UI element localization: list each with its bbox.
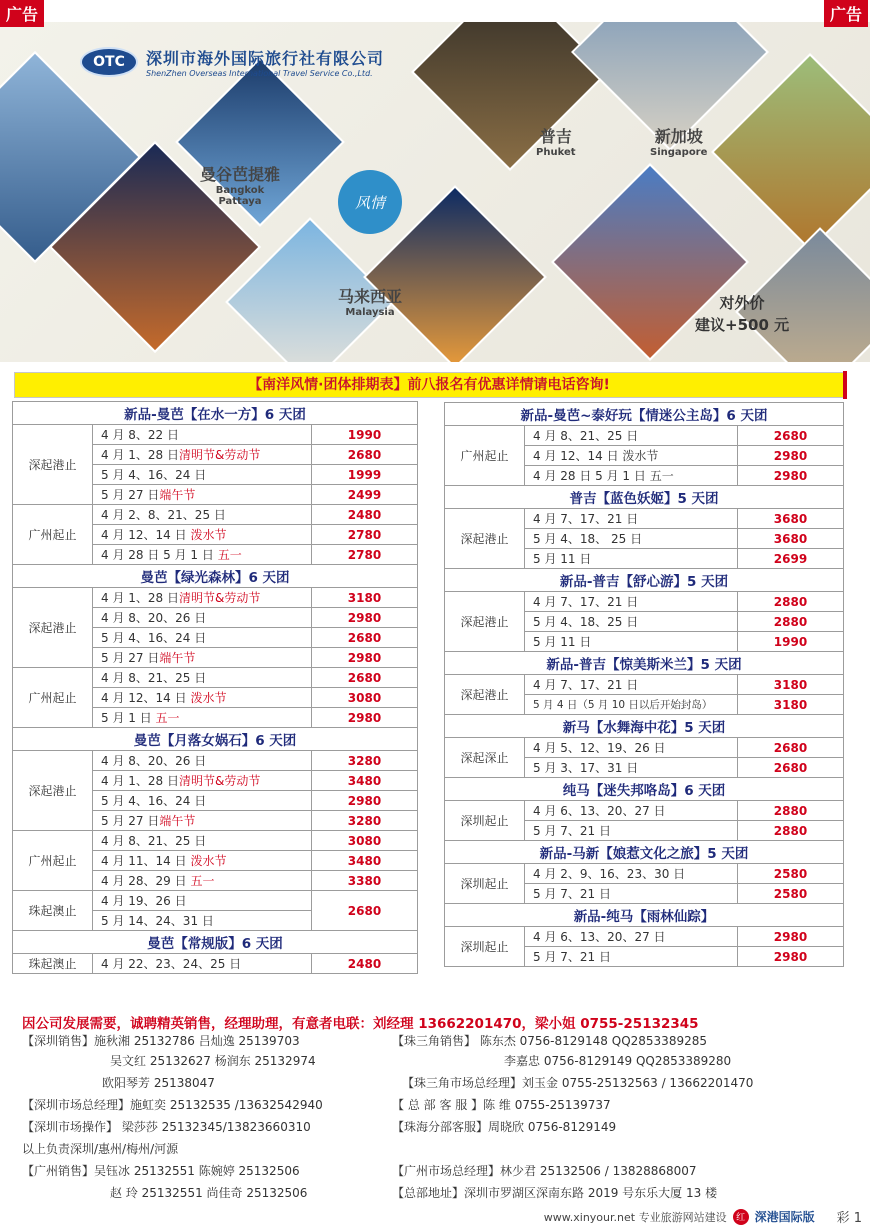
departure-cell: 珠起澳止 (13, 891, 93, 931)
destination-singapore: 新加坡 Singapore (650, 127, 708, 158)
date-cell: 5 月 3、17、31 日 (525, 758, 738, 778)
table-row (13, 668, 418, 688)
contact-line: 赵 玲 25132551 尚佳奇 25132506 (110, 1186, 308, 1200)
price-cell: 2580 (738, 884, 844, 904)
price-cell: 2880 (738, 821, 844, 841)
fengqing-seal: 风情 (338, 170, 402, 234)
contact-line: 【广州市场总经理】林少君 25132506 / 13828868007 (392, 1164, 697, 1178)
tour-title: 新品-普吉【舒心游】5 天团 (445, 569, 844, 592)
date-cell: 4 月 7、17、21 日 (525, 675, 738, 695)
price-cell: 2780 (312, 525, 418, 545)
holiday-note: 五一 (217, 548, 242, 562)
price-cell: 3180 (738, 695, 844, 715)
date-cell: 4 月 12、14 日 泼水节 (525, 446, 738, 466)
destination-phuket: 普吉 Phuket (536, 127, 576, 158)
tour-title: 曼芭【月落女娲石】6 天团 (13, 728, 418, 751)
price-cell: 2980 (738, 947, 844, 967)
date-cell: 5 月 11 日 (525, 549, 738, 569)
footer-site: www.xinyour.net 专业旅游网站建设 (543, 1210, 727, 1224)
date-cell: 4 月 8、21、25 日 (93, 668, 312, 688)
table-row (445, 801, 844, 821)
date-cell: 4 月 19、26 日 (93, 891, 312, 911)
holiday-note: 五一 (190, 874, 215, 888)
price-cell: 2680 (312, 668, 418, 688)
tour-title: 曼芭【绿光森林】6 天团 (13, 565, 418, 588)
price-cell: 2680 (312, 891, 418, 931)
price-cell: 2580 (738, 864, 844, 884)
date-cell: 4 月 6、13、20、27 日 (525, 801, 738, 821)
contact-line: 吴文红 25132627 杨润东 25132974 (110, 1054, 316, 1068)
table-row (13, 751, 418, 771)
tour-title: 新品-马新【娘惹文化之旅】5 天团 (445, 841, 844, 864)
price-cell: 3180 (738, 675, 844, 695)
left-schedule-table (12, 401, 418, 974)
price-cell: 3480 (312, 851, 418, 871)
holiday-note: 泼水节 (190, 528, 227, 542)
date-cell: 4 月 1、28 日清明节&劳动节 (93, 445, 312, 465)
departure-cell: 广州起止 (13, 505, 93, 565)
price-cell: 3080 (312, 831, 418, 851)
price-cell: 3180 (312, 588, 418, 608)
holiday-note: 泼水节 (190, 854, 227, 868)
table-row (445, 592, 844, 612)
table-row (445, 426, 844, 446)
tour-title: 曼芭【常规版】6 天团 (13, 931, 418, 954)
banner (0, 22, 870, 362)
price-cell: 3380 (312, 871, 418, 891)
ad-label-right: 广告 (824, 0, 868, 27)
footer-brand: 深港国际版 (754, 1210, 815, 1224)
date-cell: 4 月 28、29 日 五一 (93, 871, 312, 891)
departure-cell: 深起港止 (13, 425, 93, 505)
date-cell: 4 月 12、14 日 泼水节 (93, 688, 312, 708)
price-cell: 3480 (312, 771, 418, 791)
destination-bangkok: 曼谷芭提雅 Bangkok Pattaya (200, 165, 281, 207)
tour-title: 纯马【迷失邦咯岛】6 天团 (445, 778, 844, 801)
price-cell: 2980 (312, 791, 418, 811)
table-row (13, 954, 418, 974)
date-cell: 5 月 4、18、 25 日 (525, 529, 738, 549)
price-cell: 3680 (738, 529, 844, 549)
contact-line: 【珠三角销售】 陈东杰 0756-8129148 QQ2853389285 (392, 1034, 707, 1048)
contact-line: 以上负责深圳/惠州/梅州/河源 (22, 1142, 179, 1156)
date-cell: 5 月 7、21 日 (525, 947, 738, 967)
holiday-note: 泼水节 (190, 691, 227, 705)
date-cell: 4 月 8、22 日 (93, 425, 312, 445)
holiday-note: 端午节 (159, 651, 196, 665)
price-cell: 2480 (312, 505, 418, 525)
price-cell: 1990 (738, 632, 844, 652)
date-cell: 4 月 12、14 日 泼水节 (93, 525, 312, 545)
holiday-note: 清明节&劳动节 (178, 448, 261, 462)
price-cell: 2499 (312, 485, 418, 505)
contact-line: 【深圳市场操作】 梁莎莎 25132345/13823660310 (22, 1120, 311, 1134)
company-name-cn: 深圳市海外国际旅行社有限公司 (146, 49, 385, 68)
table-row (13, 425, 418, 445)
holiday-note: 端午节 (159, 814, 196, 828)
departure-cell: 深起港止 (445, 592, 525, 652)
tour-title: 普吉【蓝色妖姬】5 天团 (445, 486, 844, 509)
price-cell: 2680 (738, 426, 844, 446)
date-cell: 4 月 1、28 日清明节&劳动节 (93, 588, 312, 608)
price-cell: 3280 (312, 751, 418, 771)
departure-cell: 深圳起止 (445, 801, 525, 841)
departure-cell: 广州起止 (13, 831, 93, 891)
contact-line: 【广州销售】吴钰冰 25132551 陈婉婷 25132506 (22, 1164, 300, 1178)
contact-line: 【珠三角市场总经理】刘玉金 0755-25132563 / 13662201470 (402, 1076, 754, 1090)
price-cell: 2980 (738, 446, 844, 466)
right-schedule-table (444, 402, 844, 967)
date-cell: 5 月 27 日端午节 (93, 485, 312, 505)
date-cell: 5 月 4、16、24 日 (93, 465, 312, 485)
table-row (13, 831, 418, 851)
departure-cell: 深起港止 (445, 509, 525, 569)
price-cell: 2680 (738, 758, 844, 778)
date-cell: 5 月 11 日 (525, 632, 738, 652)
table-row (445, 864, 844, 884)
table-row (13, 891, 418, 911)
holiday-note: 五一 (155, 711, 180, 725)
price-cell: 2980 (312, 708, 418, 728)
date-cell: 4 月 8、21、25 日 (93, 831, 312, 851)
price-cell: 2980 (738, 466, 844, 486)
contact-line: 【深圳市场总经理】施虹奕 25132535 /13632542940 (22, 1098, 323, 1112)
company-logo (80, 46, 384, 78)
holiday-note: 端午节 (159, 488, 196, 502)
date-cell: 5 月 4、18、25 日 (525, 612, 738, 632)
tour-title: 新品-曼芭【在水一方】6 天团 (13, 402, 418, 425)
table-row (13, 588, 418, 608)
footer (544, 1207, 862, 1226)
price-cell: 2680 (738, 738, 844, 758)
contact-line: 【总部地址】深圳市罗湖区深南东路 2019 号东乐大厦 13 楼 (392, 1186, 718, 1200)
date-cell: 5 月 27 日端午节 (93, 811, 312, 831)
holiday-note: 清明节&劳动节 (178, 591, 261, 605)
company-name-en: ShenZhen Overseas International Travel Service Co.,Ltd. (146, 69, 373, 78)
tour-title: 新马【水舞海中花】5 天团 (445, 715, 844, 738)
date-cell: 4 月 28 日 5 月 1 日 五一 (525, 466, 738, 486)
price-cell: 2980 (738, 927, 844, 947)
price-cell: 2980 (312, 608, 418, 628)
date-cell: 5 月 1 日 五一 (93, 708, 312, 728)
date-cell: 4 月 6、13、20、27 日 (525, 927, 738, 947)
date-cell: 5 月 7、21 日 (525, 821, 738, 841)
contact-line: 欧阳琴芳 25138047 (102, 1076, 215, 1090)
price-cell: 2480 (312, 954, 418, 974)
departure-cell: 广州起止 (445, 426, 525, 486)
date-cell: 5 月 4、16、24 日 (93, 791, 312, 811)
date-cell: 5 月 4 日（5 月 10 日以后开始封岛） (525, 695, 738, 715)
departure-cell: 珠起澳止 (13, 954, 93, 974)
price-cell: 2880 (738, 612, 844, 632)
departure-cell: 广州起止 (13, 668, 93, 728)
table-row (445, 509, 844, 529)
tour-title: 新品-纯马【雨林仙踪】 (445, 904, 844, 927)
date-cell: 5 月 14、24、31 日 (93, 911, 312, 931)
table-row (445, 738, 844, 758)
contact-line: 【深圳销售】施秋湘 25132786 吕灿逸 25139703 (22, 1034, 300, 1048)
date-cell: 4 月 7、17、21 日 (525, 592, 738, 612)
price-cell: 2680 (312, 628, 418, 648)
price-cell: 1999 (312, 465, 418, 485)
price-note: 对外价 建议+500 元 (695, 294, 790, 334)
schedule-title: 【南洋风情·团体排期表】前八报名有优惠详情请电话咨询! (14, 372, 844, 398)
otc-logo-icon: OTC (80, 47, 138, 77)
table-row (13, 505, 418, 525)
date-cell: 4 月 11、14 日 泼水节 (93, 851, 312, 871)
table-row (445, 675, 844, 695)
departure-cell: 深起港止 (13, 751, 93, 831)
date-cell: 4 月 8、20、26 日 (93, 751, 312, 771)
contact-line: 【 总 部 客 服 】陈 维 0755-25139737 (392, 1098, 611, 1112)
departure-cell: 深圳起止 (445, 927, 525, 967)
contact-line: 【珠海分部客服】周晓欣 0756-8129149 (392, 1120, 617, 1134)
departure-cell: 深起深止 (445, 738, 525, 778)
table-row (445, 927, 844, 947)
page-number: 彩 1 (836, 1211, 862, 1226)
price-cell: 3080 (312, 688, 418, 708)
price-cell: 2980 (312, 648, 418, 668)
price-cell: 2680 (312, 445, 418, 465)
date-cell: 4 月 2、8、21、25 日 (93, 505, 312, 525)
tour-title: 新品-普吉【惊美斯米兰】5 天团 (445, 652, 844, 675)
departure-cell: 深起港止 (13, 588, 93, 668)
date-cell: 5 月 27 日端午节 (93, 648, 312, 668)
date-cell: 4 月 7、17、21 日 (525, 509, 738, 529)
tour-title: 新品-曼芭~泰好玩【情迷公主岛】6 天团 (445, 403, 844, 426)
departure-cell: 深圳起止 (445, 864, 525, 904)
recruitment-notice: 因公司发展需要，诚聘精英销售，经理助理，有意者电联：刘经理 13662201470，梁小姐 0755-25132345 (22, 1016, 699, 1032)
destination-malaysia: 马来西亚 Malaysia (338, 287, 403, 318)
price-cell: 3680 (738, 509, 844, 529)
price-cell: 2699 (738, 549, 844, 569)
red-circle-icon: 红 (733, 1209, 749, 1225)
date-cell: 5 月 7、21 日 (525, 884, 738, 904)
contact-line: 李嘉忠 0756-8129149 QQ2853389280 (504, 1054, 732, 1068)
date-cell: 4 月 28 日 5 月 1 日 五一 (93, 545, 312, 565)
price-cell: 1990 (312, 425, 418, 445)
date-cell: 4 月 1、28 日清明节&劳动节 (93, 771, 312, 791)
ad-label-left: 广告 (0, 0, 44, 27)
price-cell: 3280 (312, 811, 418, 831)
date-cell: 4 月 2、9、16、23、30 日 (525, 864, 738, 884)
holiday-note: 清明节&劳动节 (178, 774, 261, 788)
price-cell: 2880 (738, 801, 844, 821)
date-cell: 4 月 8、20、26 日 (93, 608, 312, 628)
price-cell: 2780 (312, 545, 418, 565)
date-cell: 5 月 4、16、24 日 (93, 628, 312, 648)
departure-cell: 深起港止 (445, 675, 525, 715)
date-cell: 4 月 8、21、25 日 (525, 426, 738, 446)
date-cell: 4 月 5、12、19、26 日 (525, 738, 738, 758)
date-cell: 4 月 22、23、24、25 日 (93, 954, 312, 974)
price-cell: 2880 (738, 592, 844, 612)
